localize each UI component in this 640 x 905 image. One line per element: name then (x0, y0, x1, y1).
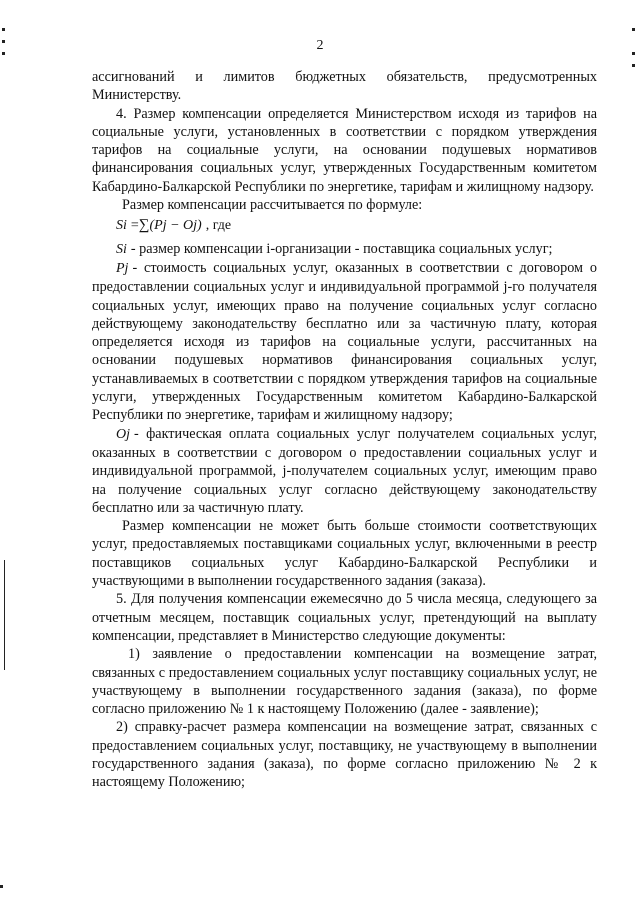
definition-si-var: Si (116, 241, 127, 257)
definition-pj (92, 259, 597, 425)
scan-artifact-mark (2, 28, 5, 31)
paragraph-formula-intro: Размер компенсации рассчитывается по формуле: (122, 197, 423, 214)
paragraph-item-4: 4. Размер компенсации определяется Министерством исходя из тарифов на социальные услуги, установленных в соответствии с порядком утверждения тарифов на социальные услуги, на основании подушевых нормативов финансирования социальных услуг, утвержденных Государственным комитетом Кабардино-Балкарской Республики по энергетике, тарифам и жилищному надзору. (92, 105, 597, 195)
formula-body: (Pj − Oj) (149, 218, 202, 234)
paragraph-item-5: 5. Для получения компенсации ежемесячно до 5 числа месяца, следующего за отчетным месяцем, поставщик социальных услуг, претендующий на выплату компенсации, представляет в Министерство следующие документы: (92, 591, 597, 644)
formula-lhs: Si (116, 218, 127, 234)
definition-oj-var: Oj (116, 426, 130, 442)
formula-sum-symbol: ∑ (138, 217, 150, 234)
list-item-1: 1) заявление о предоставлении компенсации на возмещение затрат, связанных с предоставлением социальных услуг поставщику социальных услуг, не участвующему в выполнении государственного задания (заказа), по форме согласно приложению № 1 к настоящему Положению (далее - заявление); (92, 646, 597, 718)
document-body (92, 68, 597, 792)
compensation-formula (116, 216, 597, 235)
definition-si (92, 240, 597, 259)
page-number: 2 (316, 38, 324, 53)
scan-artifact-mark (632, 28, 635, 31)
definition-pj-text: - стоимость социальных услуг, оказанных в соответствии с договором о предоставлении социальных услуг и индивидуальной программой j-го получателя социальных услуг, имеющих право на получение социальных услуг согласно действующему законодательству бесплатно или за частичную плату, которая определяется исходя из тарифов на социальные услуги, рассчитанных на основании подушевых нормативов финансирования социальных услуг, устанавливаемых в соответствии с порядком утверждения тарифов на социальные услуги, утвержденных Государственным комитетом Кабардино-Балкарской Республики по энергетике, тарифам и жилищному надзору; (92, 259, 597, 424)
formula-suffix: , где (205, 218, 232, 234)
definition-oj (92, 425, 597, 517)
paragraph-compensation-limit: Размер компенсации не может быть больше стоимости соответствующих услуг, предоставляемых поставщиками социальных услуг, включенными в реестр поставщиков социальных услуг Кабардино-Балкарской Республики и участвующими в выполнении государственного задания (заказа). (92, 518, 597, 590)
definition-oj-text: - фактическая оплата социальных услуг получателем социальных услуг, оказанных в соответствии с договором о предоставлении социальных услуг и индивидуальной программой, j-получателем социальных услуг, имеющим право на получение социальных услуг согласно действующему законодательству бесплатно или за частичную плату. (92, 425, 597, 516)
formula-equals: = (130, 218, 139, 234)
scan-artifact-mark (632, 64, 635, 67)
definition-pj-var: Pj (116, 260, 129, 276)
scan-artifact-mark (0, 885, 3, 888)
paragraph-continuation: ассигнований и лимитов бюджетных обязательств, предусмотренных Министерству. (92, 69, 597, 104)
scan-edge-line (4, 560, 5, 670)
list-item-2: 2) справку-расчет размера компенсации на возмещение затрат, связанных с предоставлением социальных услуг, поставщику, не участвующему в выполнении государственного задания (заказа), по форме согласно приложению № 2 к настоящему Положению; (92, 719, 597, 791)
definition-si-text: - размер компенсации i-организации - поставщика социальных услуг; (130, 240, 553, 257)
